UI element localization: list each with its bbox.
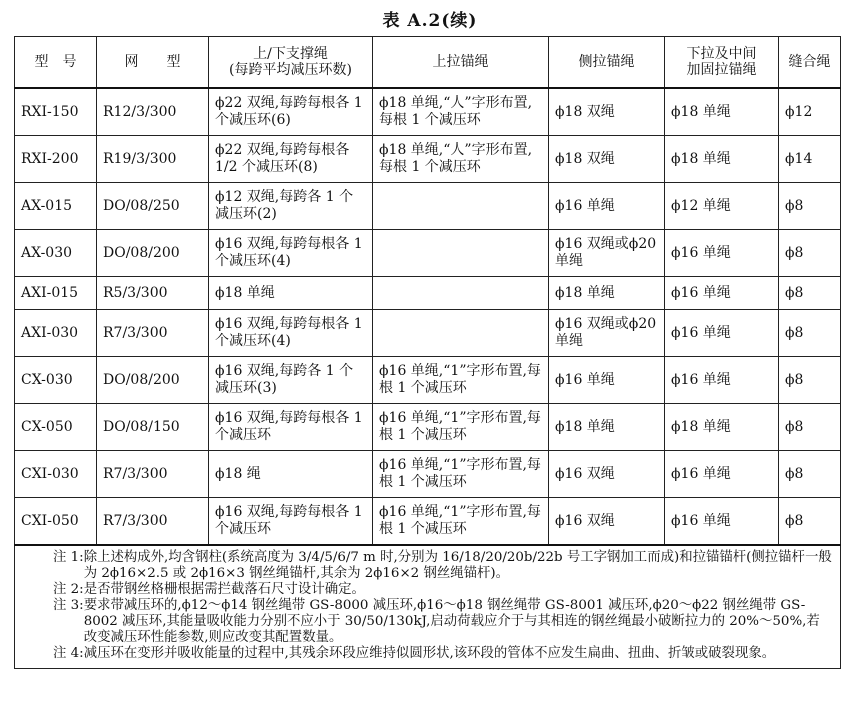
table-row <box>15 230 841 277</box>
header-support-rope <box>209 37 373 89</box>
note-label: 注 1: <box>53 550 84 565</box>
cell-net-type: R7/3/300 <box>97 310 209 357</box>
cell-model: RXⅠ-150 <box>15 88 97 136</box>
cell-upper-anchor-rope: ϕ16 单绳,“1”字形布置,每根 1 个减压环 <box>373 451 549 498</box>
table-row <box>15 277 841 310</box>
cell-model: AXⅠ-030 <box>15 310 97 357</box>
note-label: 注 2: <box>53 582 84 597</box>
cell-upper-anchor-rope <box>373 310 549 357</box>
cell-support-rope: ϕ16 双绳,每跨每根各 1 个减压环 <box>209 404 373 451</box>
cell-side-anchor-rope: ϕ16 双绳或ϕ20 单绳 <box>549 310 665 357</box>
cell-side-anchor-rope: ϕ16 单绳 <box>549 183 665 230</box>
table-caption: 表 A.2(续) <box>382 11 478 31</box>
cell-stitch-rope: ϕ8 <box>779 404 841 451</box>
notes-row <box>15 545 841 669</box>
cell-side-anchor-rope: ϕ18 单绳 <box>549 277 665 310</box>
header-net-type: 网 型 <box>97 37 209 89</box>
note-1 <box>23 550 832 582</box>
note-text: 要求带减压环的,ϕ12～ϕ14 钢丝绳带 GS-8000 减压环,ϕ16～ϕ18 钢丝绳带 GS-8001 减压环,ϕ20～ϕ22 钢丝绳带 GS-8002 减压环,其能量吸收能力分别不应小于 30/50/130kJ,启动荷载应介于与其相连的钢丝绳最小破断拉力的 20%～50%,若改变减压环性能参数,则应改变其配置数量。 <box>83 598 820 645</box>
cell-stitch-rope: ϕ14 <box>779 136 841 183</box>
cell-model: AXⅠ-015 <box>15 277 97 310</box>
header-lower-anchor-rope <box>665 37 779 89</box>
cell-net-type: R19/3/300 <box>97 136 209 183</box>
cell-support-rope: ϕ12 双绳,每跨各 1 个减压环(2) <box>209 183 373 230</box>
note-label: 注 4: <box>53 646 84 661</box>
cell-stitch-rope: ϕ8 <box>779 357 841 404</box>
cell-net-type: DO/08/150 <box>97 404 209 451</box>
header-stitch-rope: 缝合绳 <box>779 37 841 89</box>
cell-model: CXⅠ-050 <box>15 498 97 546</box>
cell-net-type: R7/3/300 <box>97 451 209 498</box>
note-label: 注 3: <box>53 598 84 613</box>
cell-model: CXⅠ-030 <box>15 451 97 498</box>
note-4 <box>23 646 832 662</box>
note-3 <box>23 598 832 646</box>
table-row <box>15 357 841 404</box>
cell-side-anchor-rope: ϕ18 单绳 <box>549 404 665 451</box>
cell-stitch-rope: ϕ8 <box>779 498 841 546</box>
cell-support-rope: ϕ22 双绳,每跨每根各 1 个减压环(6) <box>209 88 373 136</box>
table-row <box>15 498 841 546</box>
cell-support-rope: ϕ16 双绳,每跨每根各 1 个减压环 <box>209 498 373 546</box>
table-body <box>15 88 841 669</box>
table-row <box>15 88 841 136</box>
cell-side-anchor-rope: ϕ18 双绳 <box>549 88 665 136</box>
cell-side-anchor-rope: ϕ16 双绳 <box>549 498 665 546</box>
spec-table <box>14 36 841 669</box>
cell-lower-anchor-rope: ϕ16 单绳 <box>665 357 779 404</box>
cell-lower-anchor-rope: ϕ18 单绳 <box>665 136 779 183</box>
cell-side-anchor-rope: ϕ16 双绳 <box>549 451 665 498</box>
table-row <box>15 183 841 230</box>
cell-upper-anchor-rope: ϕ16 单绳,“1”字形布置,每根 1 个减压环 <box>373 404 549 451</box>
cell-upper-anchor-rope <box>373 277 549 310</box>
table-row <box>15 404 841 451</box>
cell-stitch-rope: ϕ8 <box>779 310 841 357</box>
cell-lower-anchor-rope: ϕ16 单绳 <box>665 498 779 546</box>
cell-upper-anchor-rope: ϕ16 单绳,“1”字形布置,每根 1 个减压环 <box>373 498 549 546</box>
cell-lower-anchor-rope: ϕ16 单绳 <box>665 230 779 277</box>
cell-net-type: DO/08/200 <box>97 357 209 404</box>
table-row <box>15 451 841 498</box>
cell-net-type: DO/08/250 <box>97 183 209 230</box>
cell-support-rope: ϕ16 双绳,每跨每根各 1 个减压环(4) <box>209 310 373 357</box>
cell-net-type: DO/08/200 <box>97 230 209 277</box>
cell-upper-anchor-rope: ϕ18 单绳,“人”字形布置,每根 1 个减压环 <box>373 136 549 183</box>
cell-support-rope: ϕ16 双绳,每跨各 1 个减压环(3) <box>209 357 373 404</box>
cell-lower-anchor-rope: ϕ12 单绳 <box>665 183 779 230</box>
cell-model: CX-030 <box>15 357 97 404</box>
header-model: 型 号 <box>15 37 97 89</box>
cell-side-anchor-rope: ϕ18 双绳 <box>549 136 665 183</box>
note-text: 减压环在变形并吸收能量的过程中,其残余环段应维持似圆形状,该环段的管体不应发生扁曲、扭曲、折皱或破裂现象。 <box>83 646 776 661</box>
cell-upper-anchor-rope: ϕ16 单绳,“1”字形布置,每根 1 个减压环 <box>373 357 549 404</box>
header-lower-anchor-rope-text: 下拉及中间 加固拉锚绳 <box>686 46 757 78</box>
note-text: 除上述构成外,均含钢柱(系统高度为 3/4/5/6/7 m 时,分别为 16/18/20/20b/22b 号工字钢加工而成)和拉锚锚杆(侧拉锚杆一般为 2ϕ16×2.5 或 2ϕ16×3 钢丝绳锚杆,其余为 2ϕ16×2 钢丝绳锚杆)。 <box>83 550 832 581</box>
cell-support-rope: ϕ16 双绳,每跨每根各 1 个减压环(4) <box>209 230 373 277</box>
cell-lower-anchor-rope: ϕ16 单绳 <box>665 451 779 498</box>
cell-upper-anchor-rope <box>373 183 549 230</box>
cell-lower-anchor-rope: ϕ18 单绳 <box>665 88 779 136</box>
header-support-rope-text: 上/下支撑绳 (每跨平均减压环数) <box>229 46 352 78</box>
note-text: 是否带钢丝格栅根据需拦截落石尺寸设计确定。 <box>83 582 365 597</box>
cell-lower-anchor-rope: ϕ18 单绳 <box>665 404 779 451</box>
cell-model: AX-030 <box>15 230 97 277</box>
cell-model: CX-050 <box>15 404 97 451</box>
cell-stitch-rope: ϕ8 <box>779 451 841 498</box>
cell-stitch-rope: ϕ8 <box>779 277 841 310</box>
cell-net-type: R12/3/300 <box>97 88 209 136</box>
header-row <box>15 37 841 89</box>
cell-net-type: R7/3/300 <box>97 498 209 546</box>
cell-net-type: R5/3/300 <box>97 277 209 310</box>
notes-cell <box>15 545 841 669</box>
cell-side-anchor-rope: ϕ16 双绳或ϕ20 单绳 <box>549 230 665 277</box>
cell-support-rope: ϕ22 双绳,每跨每根各 1/2 个减压环(8) <box>209 136 373 183</box>
cell-model: RXⅠ-200 <box>15 136 97 183</box>
cell-lower-anchor-rope: ϕ16 单绳 <box>665 310 779 357</box>
cell-lower-anchor-rope: ϕ16 单绳 <box>665 277 779 310</box>
cell-stitch-rope: ϕ12 <box>779 88 841 136</box>
cell-model: AX-015 <box>15 183 97 230</box>
table-row <box>15 136 841 183</box>
table-row <box>15 310 841 357</box>
cell-stitch-rope: ϕ8 <box>779 183 841 230</box>
cell-upper-anchor-rope <box>373 230 549 277</box>
cell-upper-anchor-rope: ϕ18 单绳,“人”字形布置,每根 1 个减压环 <box>373 88 549 136</box>
note-2 <box>23 582 832 598</box>
cell-support-rope: ϕ18 单绳 <box>209 277 373 310</box>
header-upper-anchor-rope: 上拉锚绳 <box>373 37 549 89</box>
header-side-anchor-rope: 侧拉锚绳 <box>549 37 665 89</box>
cell-support-rope: ϕ18 绳 <box>209 451 373 498</box>
cell-stitch-rope: ϕ8 <box>779 230 841 277</box>
cell-side-anchor-rope: ϕ16 单绳 <box>549 357 665 404</box>
